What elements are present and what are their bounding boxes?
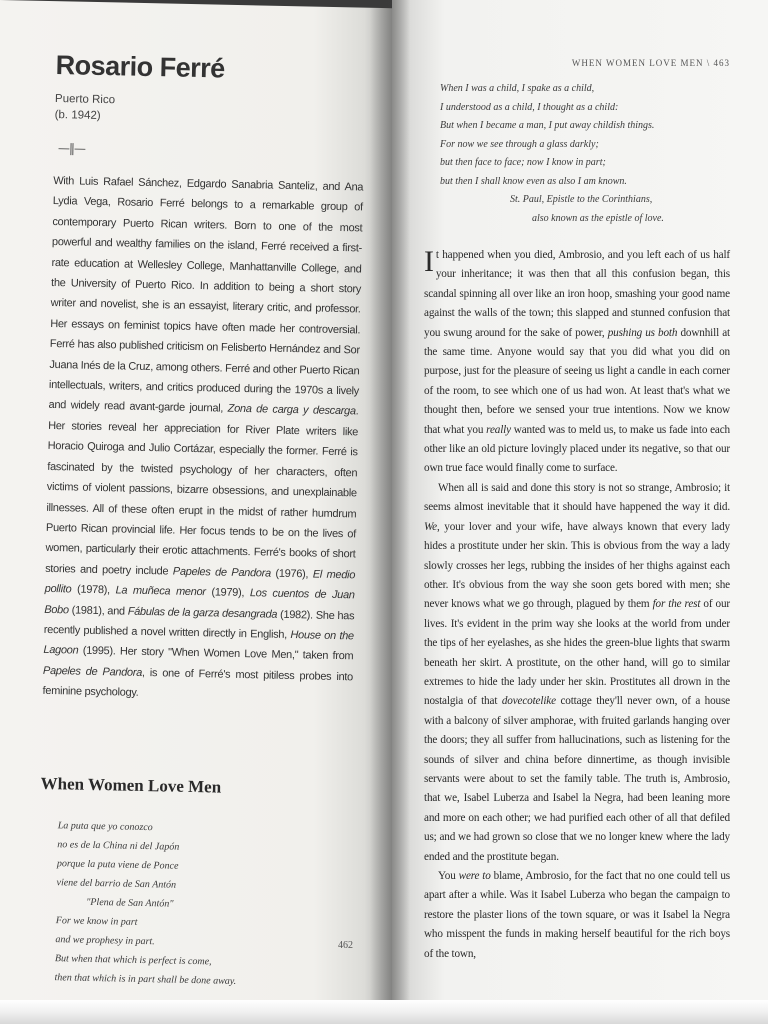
ornament-divider: —‖— (57, 141, 86, 156)
epigraph-line: "Plena de San Antón" (86, 896, 174, 910)
text-segment: (1981), and (68, 603, 128, 618)
italic-text-segment: dovecotelike (501, 695, 556, 708)
epigraph-attribution-1: St. Paul, Epistle to the Corinthians, (510, 194, 653, 205)
italic-text-segment: pushing us both (607, 326, 678, 339)
paragraph-1 (424, 246, 730, 479)
italic-text-segment: Zona de carga y descarga (227, 403, 356, 418)
text-segment: With Luis Rafael Sánchez, Edgardo Sanabria Santeliz, and Ana Lydia Vega, Rosario Ferré belongs to a remarkable group of contemporary Puerto Rican writers. Born to one of the most powerful and wealthy families on the island, Ferré received a first-rate education at Wellesley College, Manhattanville College, and the University of Puerto Rico. In addition to being a short story writer and novelist, she is an essayist, literary critic, and professor. Her essays on feminist topics have often made her controversial. Ferré has also published criticism on Felisberto Hernández and Sor Juana Inés de la Cruz, among others. Ferré and other Puerto Rican intellectuals, writers, and critics produced during the 1970s a lively and widely read avant-garde journal, (48, 174, 364, 416)
italic-text-segment: Papeles de Pandora (42, 664, 143, 679)
page-bottom-edge (0, 1000, 768, 1024)
story-title: When Women Love Men (40, 773, 222, 797)
running-head: WHEN WOMEN LOVE MEN \ 463 (571, 58, 730, 68)
epigraph-line: La puta que yo conozco (57, 819, 153, 833)
epigraph-right (440, 80, 730, 228)
text-segment: (1982). She has recently published a novel written directly in English, (43, 608, 355, 641)
text-segment: , is one of Ferré's most pitiless probes into feminine psychology. (42, 666, 354, 700)
author-bio (42, 171, 363, 708)
epigraph-line: no es de la China ni del Japón (57, 838, 180, 853)
italic-text-segment: House on the Lagoon (43, 628, 354, 657)
italic-text-segment: Los cuentos de Juan Bobo (44, 587, 355, 616)
text-segment: (1978), (71, 583, 116, 597)
epigraph-line: But when I became a man, I put away childish things. (440, 120, 655, 131)
text-segment: You (438, 870, 459, 882)
text-segment: of our lives. It's evident in the prim way she looks at the world from under the tips of her eyelashes, as she hides the green-blue lights that swarm beneath her skirt. A prostitute, on the other hand, will go to similar extremes to hide the lady under her skin. Prostitutes all drown in the nostalgia of that (424, 598, 730, 708)
text-segment: (1979), (205, 586, 251, 600)
author-country: Puerto Rico (54, 92, 116, 107)
page-number-left: 462 (338, 940, 353, 951)
italic-text-segment: Papeles de Pandora (172, 565, 271, 580)
right-page-content (424, 58, 730, 964)
epigraph-line: but then face to face; now I know in part; (440, 157, 606, 168)
italic-text-segment: were to (458, 870, 491, 882)
book-gutter (370, 0, 410, 1024)
author-name: Rosario Ferré (55, 50, 226, 84)
paragraph-2 (424, 479, 730, 867)
author-born: (b. 1942) (54, 108, 101, 122)
text-segment: , your lover and your wife, have always known that every lady hides a prostitute under her skin. This is obvious from the way a lady slowly crosses her legs, rubbing the insides of her thighs against each other. It's obvious from the way she soon gets bored with men; she never knows what we go through, plagued by them (424, 520, 730, 611)
epigraph-line: For we know in part (55, 914, 138, 928)
text-segment: (1976), (270, 567, 313, 581)
text-segment: . Her stories reveal her appreciation for River Plate writers like Horacio Quiroga and Julio Cortázar, especially the former. Ferré is fascinated by the twisted psychology of her characters, often victims of violent passions, bizarre obsessions, and unexplainable illnesses. All of these often erupt in the midst of rather humdrum Puerto Rican provincial life. Her focus tends to be on the lives of women, particularly their erotic attachments. Ferré's books of short stories and poetry include (45, 405, 359, 578)
epigraph-line: viene del barrio de San Antón (56, 876, 177, 891)
epigraph-line: then that which is in part shall be done away. (54, 971, 237, 987)
drop-cap: I (424, 245, 434, 278)
italic-text-segment: really (486, 423, 511, 436)
epigraph-line: When I was a child, I spake as a child, (440, 83, 595, 94)
story-body (424, 246, 730, 964)
text-segment: t happened when you died, Ambrosio, and you left each of us half your inheritance; it was then that all this confusion began, this scandal spinning all over like an iron hoop, smashing your good name against the walls of the town; this slapped and stunned confusion that you swung around for the sake of power, (424, 249, 730, 339)
epigraph-line: I understood as a child, I thought as a child: (440, 101, 619, 113)
epigraph-line: For now we see through a glass darkly; (440, 138, 599, 150)
text-segment: wanted was to meld us, to make us fade into each other like an old picture lovingly placed under its negative, so that our own true face would finally come to surface. (424, 423, 730, 475)
epigraph-line: but then I shall know even as also I am known. (440, 175, 627, 187)
italic-text-segment: for the rest (652, 598, 701, 611)
text-segment: downhill at the same time. Anyone would say that you did what you did on purpose, just for the pleasure of seeing us light a candle in each corner of the room, to see which one of us had won. At least that's what we thought then, before we sensed your true intentions. Now we know that what you (424, 326, 730, 436)
text-segment: cottage they'll never own, of a house with a balcony of silver amphorae, with fruited garlands hanging over the doors; they all suffer from hallucinations, such as listening for the sounds of silver and china before dinnertime, as though invisible servants were about to set the family table. The truth is, Ambrosio, that we, Isabel Luberza and Isabel la Negra, had been leaning more and more on each other; we had purified each other of all that defiled us; and we had grown so close that we no longer knew where the lady ended and the prostitute began. (424, 695, 731, 863)
italic-text-segment: El medio pollito (44, 568, 356, 596)
italic-text-segment: Fábulas de la garza desangrada (127, 605, 278, 621)
text-segment: blame, Ambrosio, for the fact that no one could tell us apart after a while. Was it Isabel Luberza who began the campaign to restore the plaster lions of the town square, or was it Isabel la Negra who misspent the funds in making herself beautiful for the rich boys of the town, (424, 870, 731, 960)
paragraph-3 (424, 867, 730, 964)
epigraph-line: But when that which is perfect is come, (54, 952, 212, 968)
epigraph-line: porque la puta viene de Ponce (56, 857, 179, 872)
italic-text-segment: La muñeca menor (115, 584, 206, 599)
italic-text-segment: We (424, 520, 437, 533)
text-segment: (1995). Her story "When Women Love Men," taken from (78, 644, 354, 663)
epigraph-left (54, 816, 350, 993)
epigraph-line: and we prophesy in part. (55, 933, 155, 947)
epigraph-attribution-2: also known as the epistle of love. (532, 212, 664, 224)
text-segment: When all is said and done this story is not so strange, Ambrosio; it seems almost inevitable that it should have happened the way it did. (424, 481, 730, 514)
left-page-content (36, 50, 366, 993)
author-meta (54, 91, 365, 129)
